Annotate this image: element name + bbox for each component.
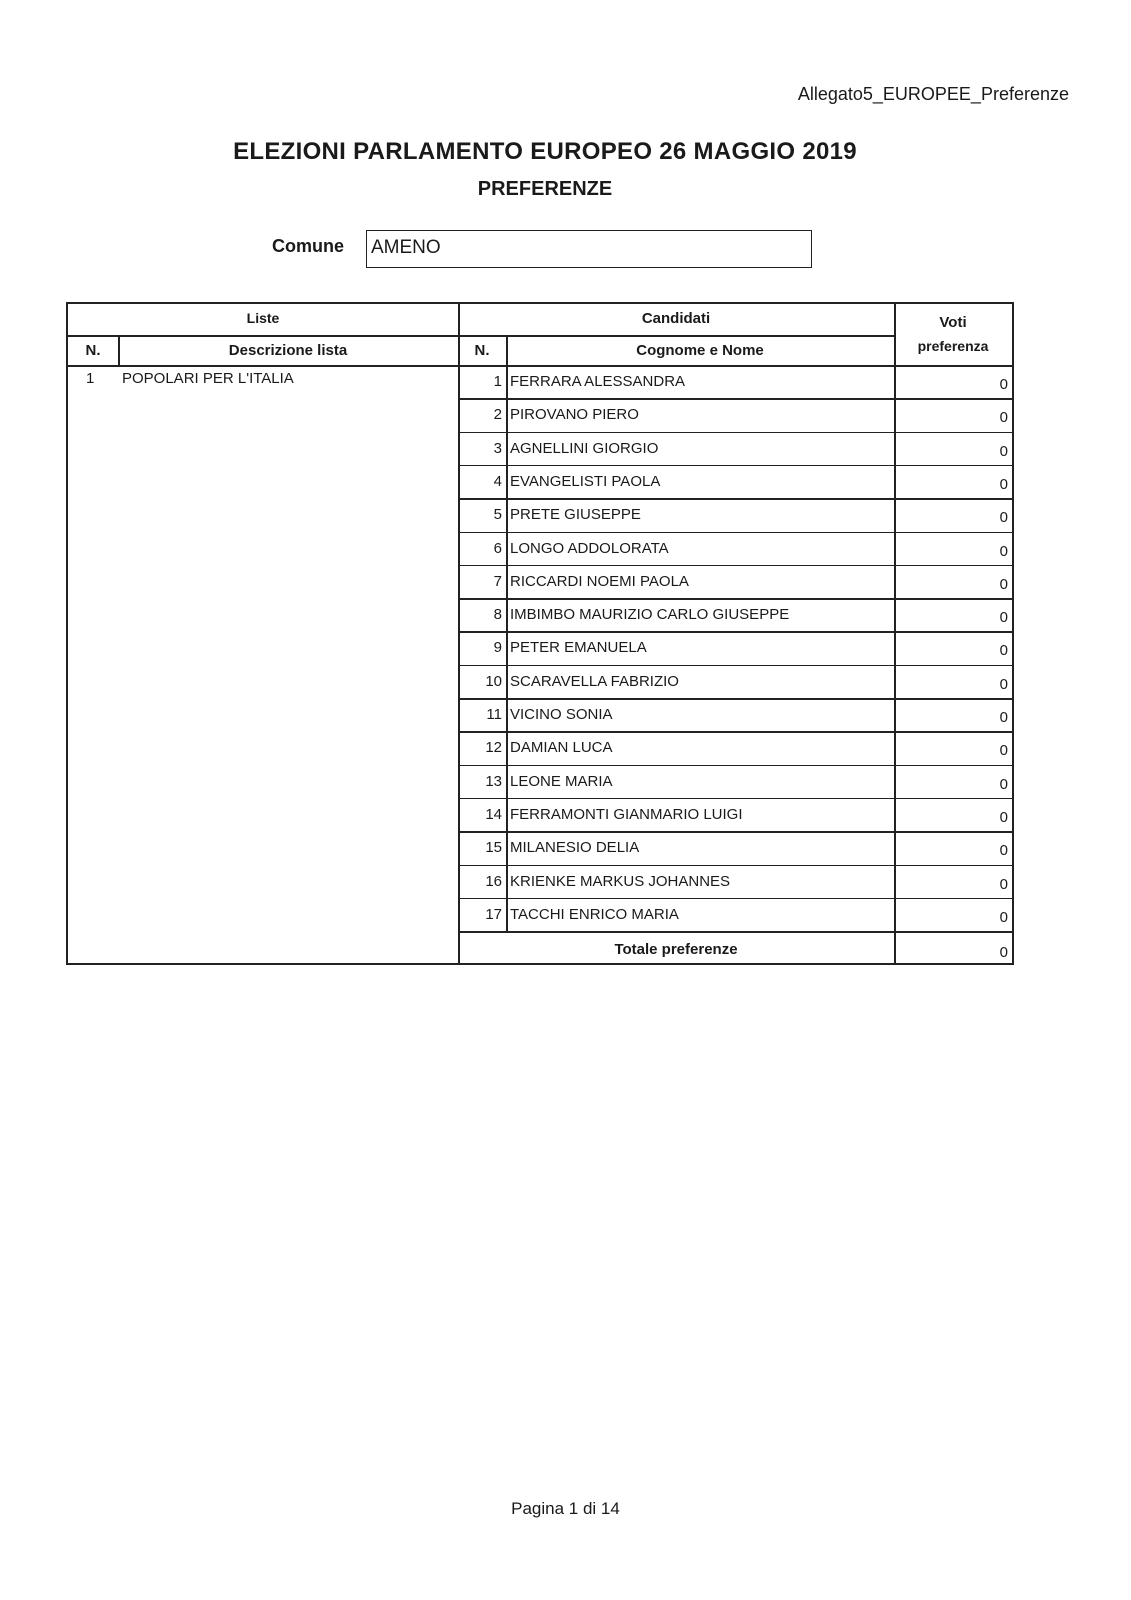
candidate-votes: 0 — [999, 875, 1008, 893]
total-label: Totale preferenze — [614, 941, 738, 958]
candidate-name: VICINO SONIA — [510, 706, 613, 723]
candidate-number: 17 — [485, 905, 502, 923]
list-name: POPOLARI PER L'ITALIA — [122, 370, 294, 387]
header-descrizione: Descrizione lista — [228, 342, 348, 359]
page-title: ELEZIONI PARLAMENTO EUROPEO 26 MAGGIO 2019 — [233, 138, 857, 165]
candidate-votes: 0 — [999, 575, 1008, 593]
candidate-name: LEONE MARIA — [510, 772, 613, 790]
candidate-number: 16 — [485, 872, 502, 890]
candidate-votes: 0 — [999, 542, 1008, 560]
header-preferenza: preferenza — [917, 338, 989, 354]
candidate-number: 13 — [485, 772, 502, 790]
candidate-votes: 0 — [999, 808, 1008, 826]
candidate-number: 4 — [493, 472, 502, 490]
header-candidati: Candidati — [641, 310, 711, 327]
total-value: 0 — [999, 944, 1008, 961]
candidate-number: 3 — [493, 439, 502, 457]
header-cognome-nome: Cognome e Nome — [636, 342, 764, 359]
candidate-name: IMBIMBO MAURIZIO CARLO GIUSEPPE — [510, 606, 790, 624]
candidate-votes: 0 — [999, 775, 1008, 793]
header-voti: Voti — [939, 314, 967, 331]
preferences-table — [66, 302, 1014, 965]
comune-field: AMENO — [366, 230, 812, 268]
candidate-number: 10 — [485, 672, 502, 690]
candidate-name: MILANESIO DELIA — [510, 839, 640, 857]
candidate-number: 7 — [493, 572, 502, 590]
header-liste: Liste — [246, 310, 280, 326]
candidate-votes: 0 — [999, 509, 1008, 527]
list-number: 1 — [86, 370, 95, 387]
candidate-name: EVANGELISTI PAOLA — [510, 472, 661, 490]
candidate-votes: 0 — [999, 376, 1008, 393]
candidate-number: 12 — [485, 739, 502, 757]
candidate-votes: 0 — [999, 908, 1008, 926]
candidate-number: 2 — [493, 406, 502, 424]
candidate-name: PIROVANO PIERO — [510, 406, 639, 424]
candidate-name: AGNELLINI GIORGIO — [510, 439, 659, 457]
candidate-votes: 0 — [999, 842, 1008, 860]
header-list-number: N. — [85, 342, 101, 359]
candidate-number: 8 — [493, 606, 502, 624]
candidate-name: KRIENKE MARKUS JOHANNES — [510, 872, 731, 890]
candidate-votes: 0 — [999, 442, 1008, 460]
candidate-votes: 0 — [999, 709, 1008, 726]
page-subtitle: PREFERENZE — [477, 178, 613, 200]
header-candidate-number: N. — [474, 342, 490, 359]
candidate-votes: 0 — [999, 409, 1008, 427]
candidate-number: 14 — [485, 805, 502, 823]
candidate-votes: 0 — [999, 675, 1008, 693]
candidate-name: FERRARA ALESSANDRA — [510, 373, 686, 390]
candidate-name: RICCARDI NOEMI PAOLA — [510, 572, 689, 590]
page-footer: Pagina 1 di 14 — [511, 1499, 620, 1518]
candidate-votes: 0 — [999, 742, 1008, 760]
candidate-votes: 0 — [999, 475, 1008, 493]
candidate-number: 11 — [486, 706, 502, 723]
candidate-name: SCARAVELLA FABRIZIO — [510, 672, 679, 690]
candidate-votes: 0 — [999, 609, 1008, 627]
candidate-number: 6 — [493, 539, 502, 557]
candidate-number: 9 — [493, 639, 502, 657]
candidate-number: 15 — [485, 839, 502, 857]
candidate-name: LONGO ADDOLORATA — [510, 539, 669, 557]
candidate-name: DAMIAN LUCA — [510, 739, 613, 757]
candidate-name: PRETE GIUSEPPE — [510, 506, 641, 524]
candidate-number: 5 — [493, 506, 502, 524]
document-tag: Allegato5_EUROPEE_Preferenze — [797, 84, 1069, 104]
candidate-votes: 0 — [999, 642, 1008, 660]
candidate-number: 1 — [493, 373, 502, 390]
candidate-name: FERRAMONTI GIANMARIO LUIGI — [510, 805, 743, 823]
candidate-name: TACCHI ENRICO MARIA — [510, 905, 679, 923]
candidate-name: PETER EMANUELA — [510, 639, 647, 657]
comune-label: Comune — [272, 236, 344, 256]
